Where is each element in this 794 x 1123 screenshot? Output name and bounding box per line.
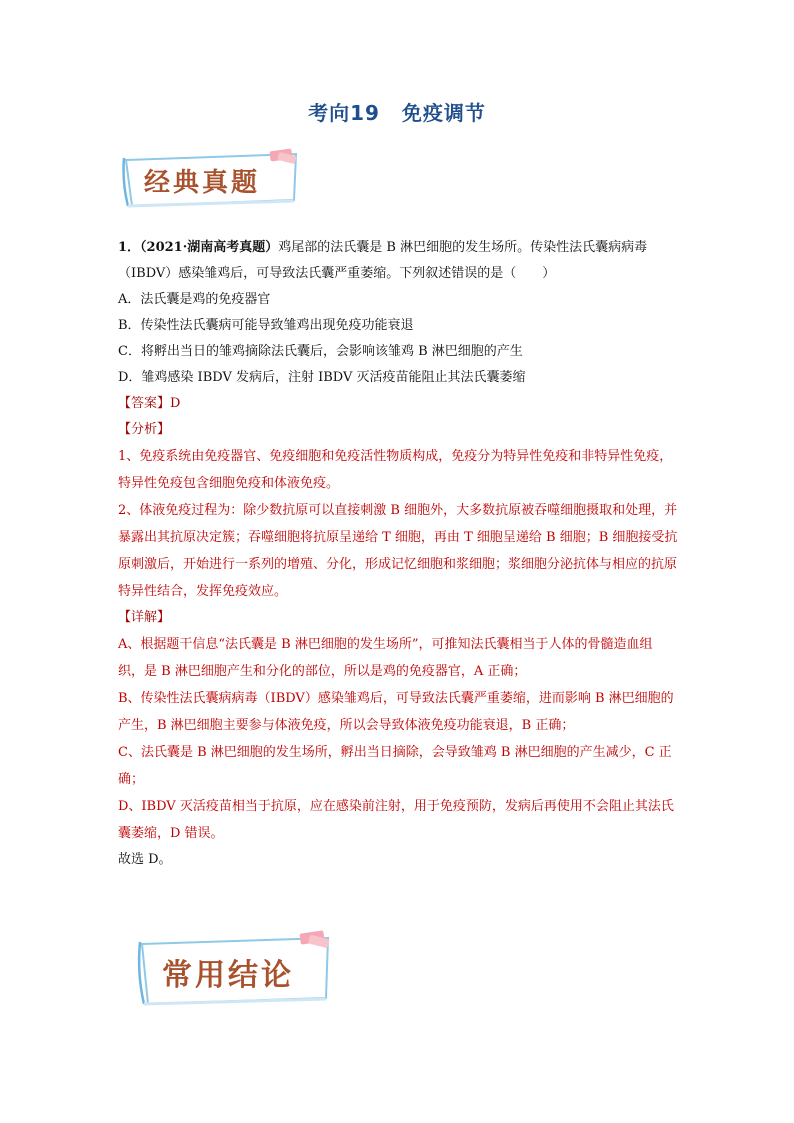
analysis-label: 【分析】 — [118, 422, 171, 437]
classic-questions-banner-text: 经典真题 — [144, 168, 261, 198]
analysis-paragraph-2: 2、体液免疫过程为：除少数抗原可以直接刺激 B 细胞外，大多数抗原被吞噬细胞摄取和处理，并暴露出其抗原决定簇；吞噬细胞将抗原呈递给 T 细胞，再由 T 细胞呈递给 B 细胞；B 细胞接受抗原刺激后，开始进行一系列的增殖、分化，形成记忆细胞和浆细胞；浆细胞分泌抗体与相应的抗原特异性结合，发挥免疫效应。 — [118, 503, 678, 599]
detail-paragraph-a: A、根据题干信息“法氏囊是 B 淋巴细胞的发生场所”，可推知法氏囊相当于人体的骨髓造血组织，是 B 淋巴细胞产生和分化的部位，所以是鸡的免疫器官，A 正确； — [118, 637, 653, 679]
classic-questions-banner — [118, 148, 308, 210]
title-topic: 免疫调节 — [401, 101, 486, 125]
detail-paragraph-b: B、传染性法氏囊病病毒（IBDV）感染雏鸡后，可导致法氏囊严重萎缩，进而影响 B 淋巴细胞的产生，B 淋巴细胞主要参与体液免疫，所以会导致体液免疫功能衰退，B 正确； — [118, 691, 674, 733]
question-stem-line-2: （IBDV）感染雏鸡后，可导致法氏囊严重萎缩。下列叙述错误的是（ ） — [118, 266, 556, 281]
option-c: C．将孵出当日的雏鸡摘除法氏囊后，会影响该雏鸡 B 淋巴细胞的产生 — [118, 344, 523, 359]
option-a: A．法氏囊是鸡的免疫器官 — [118, 292, 271, 307]
answer-label: 【答案】 — [118, 396, 171, 411]
title-prefix: 考向 — [308, 101, 351, 125]
question-stem-text-1: 鸡尾部的法氏囊是 B 淋巴细胞的发生场所。传染性法氏囊病病毒 — [278, 240, 648, 255]
option-b: B．传染性法氏囊病可能导致雏鸡出现免疫功能衰退 — [118, 318, 414, 333]
detail-label: 【详解】 — [118, 610, 171, 625]
common-conclusions-banner-text: 常用结论 — [162, 958, 294, 993]
question-number: 1． — [118, 240, 141, 255]
question-source: （2021·湖南高考真题） — [140, 240, 279, 255]
page-title — [0, 97, 794, 126]
question-stem-line-1 — [118, 235, 678, 261]
answer-value: D — [170, 396, 181, 411]
answer-line — [118, 391, 678, 417]
final-choice: 故选 D。 — [118, 852, 172, 867]
detail-paragraph-c: C、法氏囊是 B 淋巴细胞的发生场所，孵出当日摘除，会导致雏鸡 B 淋巴细胞的产生减少，C 正确； — [118, 745, 672, 787]
option-d: D．雏鸡感染 IBDV 发病后，注射 IBDV 灭活疫苗能阻止其法氏囊萎缩 — [118, 370, 526, 385]
title-number: 19 — [350, 101, 380, 125]
common-conclusions-banner — [134, 930, 340, 1010]
question-block — [118, 235, 678, 873]
detail-paragraph-d: D、IBDV 灭活疫苗相当于抗原，应在感染前注射，用于免疫预防，发病后再使用不会阻止其法氏囊萎缩，D 错误。 — [118, 799, 674, 841]
analysis-paragraph-1: 1、免疫系统由免疫器官、免疫细胞和免疫活性物质构成，免疫分为特异性免疫和非特异性免疫，特异性免疫包含细胞免疫和体液免疫。 — [118, 449, 673, 491]
